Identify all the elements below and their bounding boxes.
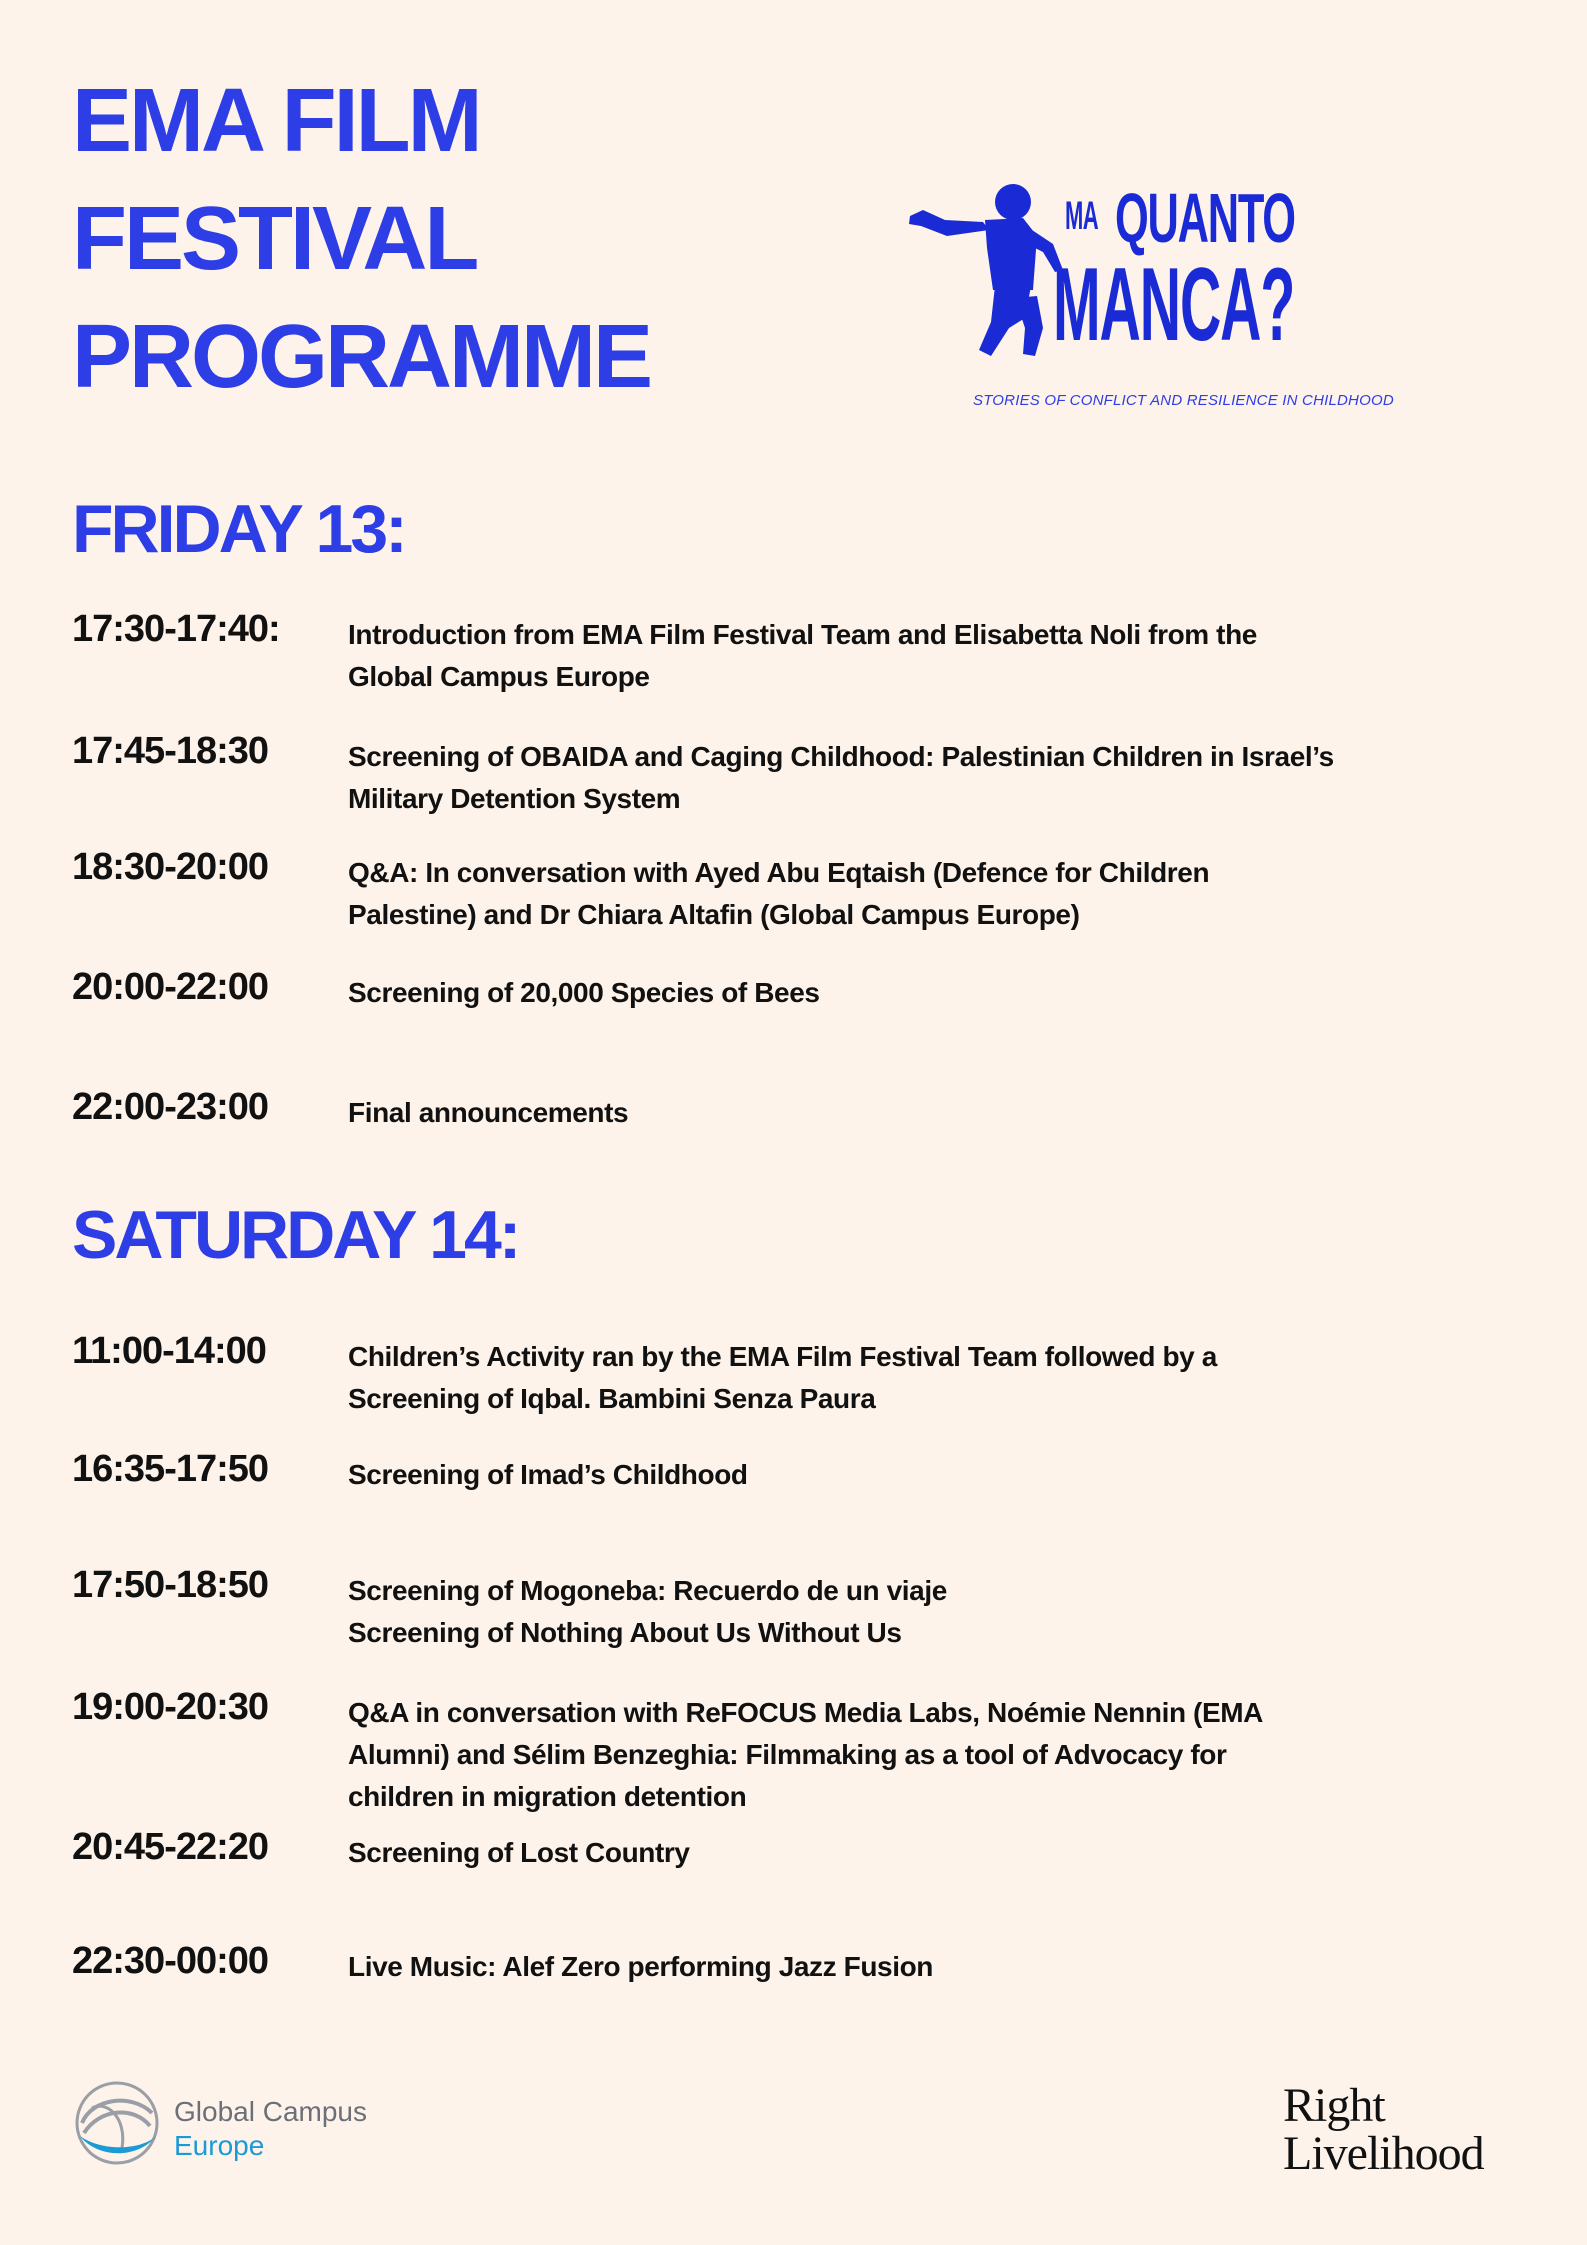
page-title bbox=[72, 62, 650, 416]
event-time: 19:00-20:30 bbox=[72, 1686, 269, 1728]
event-line: Screening of OBAIDA and Caging Childhood: Palestinian Children in Israel’s bbox=[348, 741, 1334, 772]
event-line: Screening of Nothing About Us Without Us bbox=[348, 1617, 902, 1648]
event-description bbox=[348, 972, 1528, 1014]
rl-line2: Livelihood bbox=[1283, 2127, 1484, 2180]
festival-logo bbox=[905, 178, 1394, 418]
event-description bbox=[348, 1692, 1528, 1818]
gce-name-line2: Europe bbox=[174, 2130, 265, 2161]
event-line: Military Detention System bbox=[348, 783, 681, 814]
event-line: Palestine) and Dr Chiara Altafin (Global Campus Europe) bbox=[348, 899, 1080, 930]
rl-line1: Right bbox=[1283, 2079, 1385, 2132]
event-time: 22:00-23:00 bbox=[72, 1086, 269, 1128]
event-description bbox=[348, 1570, 1528, 1654]
event-line: children in migration detention bbox=[348, 1781, 747, 1812]
event-description bbox=[348, 1946, 1528, 1988]
event-line: Q&A: In conversation with Ayed Abu Eqtaish (Defence for Children bbox=[348, 857, 1210, 888]
event-line: Live Music: Alef Zero performing Jazz Fusion bbox=[348, 1951, 934, 1982]
event-line: Q&A in conversation with ReFOCUS Media Labs, Noémie Nennin (EMA bbox=[348, 1697, 1263, 1728]
event-line: Final announcements bbox=[348, 1097, 629, 1128]
event-description bbox=[348, 1454, 1528, 1496]
event-description bbox=[348, 1092, 1528, 1134]
swirl-globe-icon bbox=[72, 2078, 162, 2168]
event-line: Screening of Lost Country bbox=[348, 1837, 690, 1868]
event-description bbox=[348, 852, 1528, 936]
event-time: 22:30-00:00 bbox=[72, 1940, 269, 1982]
title-line-3: PROGRAMME bbox=[72, 307, 650, 407]
logo-ma: MA bbox=[1065, 194, 1099, 238]
gce-name-line1: Global Campus bbox=[174, 2096, 367, 2127]
event-line: Alumni) and Sélim Benzeghia: Filmmaking as a tool of Advocacy for bbox=[348, 1739, 1227, 1770]
saturday-heading: SATURDAY 14: bbox=[72, 1197, 519, 1273]
event-time: 17:50-18:50 bbox=[72, 1564, 269, 1606]
title-line-2: FESTIVAL bbox=[72, 189, 477, 289]
event-time: 20:45-22:20 bbox=[72, 1826, 269, 1868]
right-livelihood-logo bbox=[1283, 2079, 1484, 2180]
event-line: Screening of Iqbal. Bambini Senza Paura bbox=[348, 1383, 876, 1414]
event-line: Global Campus Europe bbox=[348, 661, 650, 692]
event-time: 18:30-20:00 bbox=[72, 846, 269, 888]
event-line: Screening of Imad’s Childhood bbox=[348, 1459, 748, 1490]
global-campus-europe-logo bbox=[72, 2078, 432, 2168]
event-description bbox=[348, 614, 1528, 698]
event-line: Introduction from EMA Film Festival Team and Elisabetta Noli from the bbox=[348, 619, 1257, 650]
logo-tagline: STORIES OF CONFLICT AND RESILIENCE IN CHILDHOOD bbox=[973, 392, 1394, 409]
event-time: 17:45-18:30 bbox=[72, 730, 269, 772]
event-description bbox=[348, 1832, 1528, 1874]
event-time: 17:30-17:40: bbox=[72, 608, 280, 650]
event-line: Screening of Mogoneba: Recuerdo de un viaje bbox=[348, 1575, 947, 1606]
title-line-1: EMA FILM bbox=[72, 71, 480, 171]
logo-quanto: QUANTO bbox=[1115, 179, 1295, 257]
friday-heading: FRIDAY 13: bbox=[72, 491, 405, 567]
event-time: 20:00-22:00 bbox=[72, 966, 269, 1008]
event-time: 16:35-17:50 bbox=[72, 1448, 269, 1490]
event-time: 11:00-14:00 bbox=[72, 1330, 266, 1372]
event-description bbox=[348, 1336, 1528, 1420]
event-line: Screening of 20,000 Species of Bees bbox=[348, 977, 820, 1008]
logo-manca: MANCA? bbox=[1053, 247, 1295, 363]
event-line: Children’s Activity ran by the EMA Film Festival Team followed by a bbox=[348, 1341, 1217, 1372]
event-description bbox=[348, 736, 1528, 820]
